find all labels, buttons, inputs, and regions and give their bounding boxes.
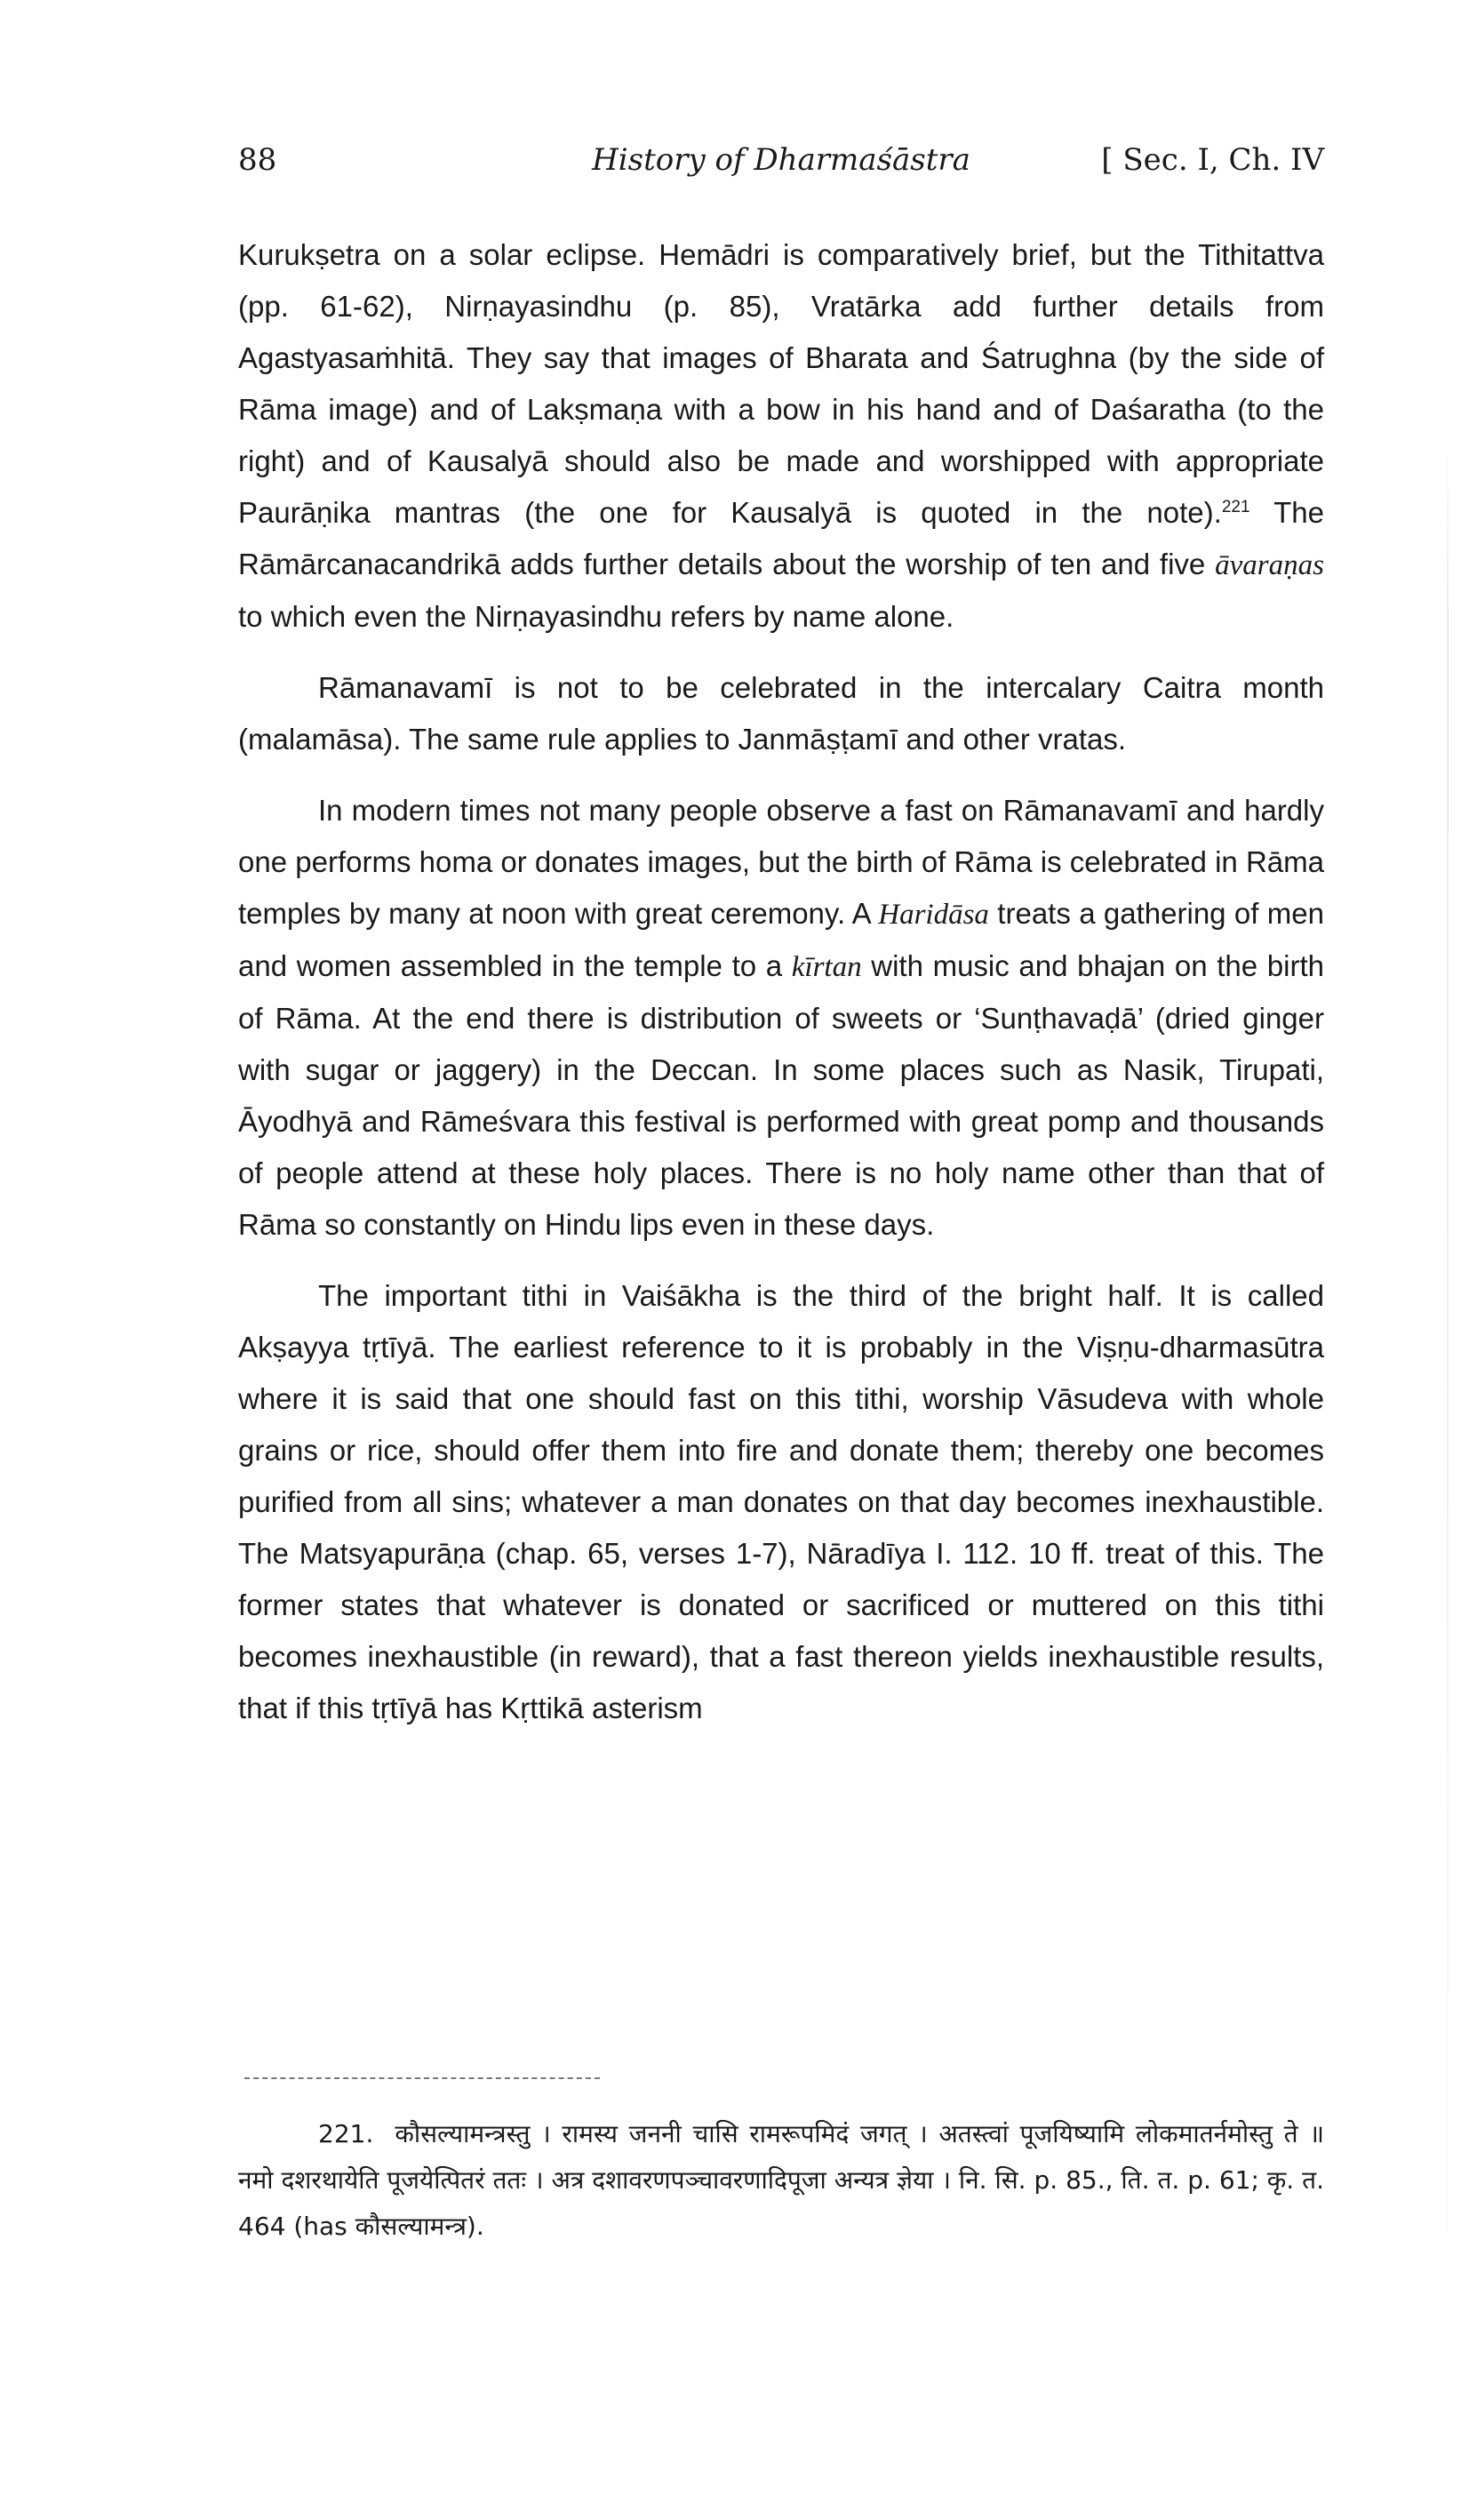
paragraph-2: Rāmanavamī is not to be celebrated in the intercalary Caitra month (malamāsa). The same rule applies to Janmāṣṭamī and other vratas. <box>238 671 1324 756</box>
main-text <box>238 229 1324 1754</box>
page-number: 88 <box>238 142 277 178</box>
italic-term: kīrtan <box>791 951 862 983</box>
paragraph-4: The important tithi in Vaiśākha is the third of the bright half. It is called Akṣayya tṛtīyā. The earliest reference to it is probably in the Viṣṇu-dharmasūtra where it is said that one should fast on this tithi, worship Vāsudeva with whole grains or rice, should offer them into fire and donate them; thereby one becomes purified from all sins; whatever a man donates on that day becomes inexhaustible. The Matsyapurāṇa (chap. 65, verses 1-7), Nāradīya I. 112. 10 ff. treat of this. The former states that whatever is donated or sacrificed or muttered on this tithi becomes inexhaustible (in reward), that a fast thereon yields inexhaustible results, that if this tṛtīyā has Kṛttikā asterism <box>238 1279 1324 1724</box>
footnote-number: 221. <box>318 2119 374 2148</box>
running-header <box>238 142 1324 187</box>
section-reference: [ Sec. I, Ch. IV <box>1101 142 1324 178</box>
paragraph-3: In modern times not many people observe a fast on Rāmanavamī and hardly one performs homa or donates images, but the birth of Rāma is celebrated in Rāma temples by many at noon with great ceremony. A Haridāsa treats a gathering of men and women assembled in the temple to a kīrtan with music and bhajan on the birth of Rāma. At the end there is distribution of sweets or ‘Sunṭhavaḍā’ (dried ginger with sugar or jaggery) in the Deccan. In some places such as Nasik, Tirupati, Āyodhyā and Rāmeśvara this festival is performed with great pomp and thousands of people attend at these holy places. There is no holy name other than that of Rāma so constantly on Hindu lips even in these days. <box>238 794 1324 1241</box>
italic-term: Haridāsa <box>878 899 989 931</box>
running-title: History of Dharmaśāstra <box>592 142 970 178</box>
italic-term: āvaraṇas <box>1215 549 1324 581</box>
footnote-221 <box>238 2111 1324 2250</box>
footnote-separator <box>244 2077 600 2079</box>
footnote-text: कौसल्यामन्त्रस्तु । रामस्य जननी चासि रामरूपमिदं जगत् । अतस्त्वां पूजयिष्यामि लोकमातर्नमोस्तु ते ॥ नमो दशरथायेति पूजयेत्पितरं ततः । अत्र दशावरणपञ्चावरणादिपूजा अन्यत्र ज्ञेया । नि. सि. p. 85., ति. त. p. 61; कृ. त. 464 (has कौसल्यामन्त्र). <box>238 2119 1324 2241</box>
scan-edge-shadow <box>1447 427 1449 2382</box>
footnote-marker-221: 221 <box>1221 498 1250 516</box>
paragraph-1: Kurukṣetra on a solar eclipse. Hemādri is comparatively brief, but the Tithitattva (pp. 61-62), Nirṇayasindhu (p. 85), Vratārka add further details from Agastyasaṁhitā. They say that images of Bharata and Śatrughna (by the side of Rāma image) and of Lakṣmaṇa with a bow in his hand and of Daśaratha (to the right) and of Kausalyā should also be made and worshipped with appropriate Paurāṇika mantras (the one for Kausalyā is quoted in the note).$^{221}$ The Rāmārcanacandrikā adds further details about the worship of ten and five āvaraṇas to which even the Nirṇayasindhu refers by name alone. <box>238 238 1324 633</box>
